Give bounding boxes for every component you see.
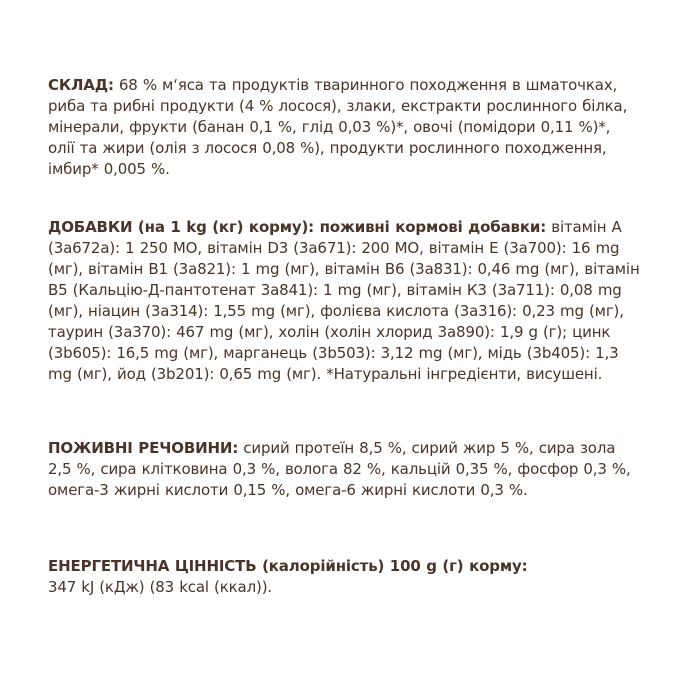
nutrients-section [48,438,640,501]
additives-label: ДОБАВКИ (на 1 kg (кг) корму): [48,218,314,236]
nutrients-text: сирий протеїн 8,5 %, сирий жир 5 %, сира зола 2,5 %, сира клітковина 0,3 %, волога 82 %, кальцій 0,35 %, фосфор 0,3 %, омега-3 жирні кислоти 0,15 %, омега-6 жирні кислоти 0,3 %. [48,439,631,499]
energy-text: 347 kJ (кДж) (83 kcal (ккал)). [48,578,273,596]
additives-text: вітамін А (3а672а): 1 250 МО, вітамін D3 (3а671): 200 МО, вітамін Е (3а700): 16 mg (мг), вітамін В1 (3а821): 1 mg (мг), вітамін В6 (3а831): 0,46 mg (мг), вітамін В5 (Кальцію-Д-пантотенат 3а841): 1 mg (мг), вітамін К3 (3а711): 0,08 mg (мг), ніацин (3а314): 1,55 mg (мг), фолієва кислота (3а316): 0,23 mg (мг), таурин (3а370): 467 mg (мг), холін (холін хлорид 3а890): 1,9 g (г); цинк (3b605): 16,5 mg (мг), марганець (3b503): 3,12 mg (мг), мідь (3b405): 1,3 mg (мг), йод (3b201): 0,65 mg (мг). *Натуральні інгредієнти, висушені. [48,218,640,383]
energy-section [48,556,638,598]
energy-label: ЕНЕРГЕТИЧНА ЦІННІСТЬ (калорійність) 100 g (г) корму: [48,557,528,575]
composition-label: СКЛАД: [48,76,114,94]
additives-section [48,217,642,385]
composition-text: 68 % м‘яса та продуктів тваринного походження в шматочках, риба та рибні продукти (4 % лосося), злаки, екстракти рослинного білка, мінерали, фрукти (банан 0,1 %, глід 0,03 %)*, овочі (помідори 0,11 %)*, олії та жири (олія з лосося 0,08 %), продукти рослинного походження, імбир* 0,005 %. [48,76,628,178]
composition-section [48,75,638,180]
additives-subheading: поживні кормові добавки: [314,218,547,236]
nutrients-label: ПОЖИВНІ РЕЧОВИНИ: [48,439,239,457]
